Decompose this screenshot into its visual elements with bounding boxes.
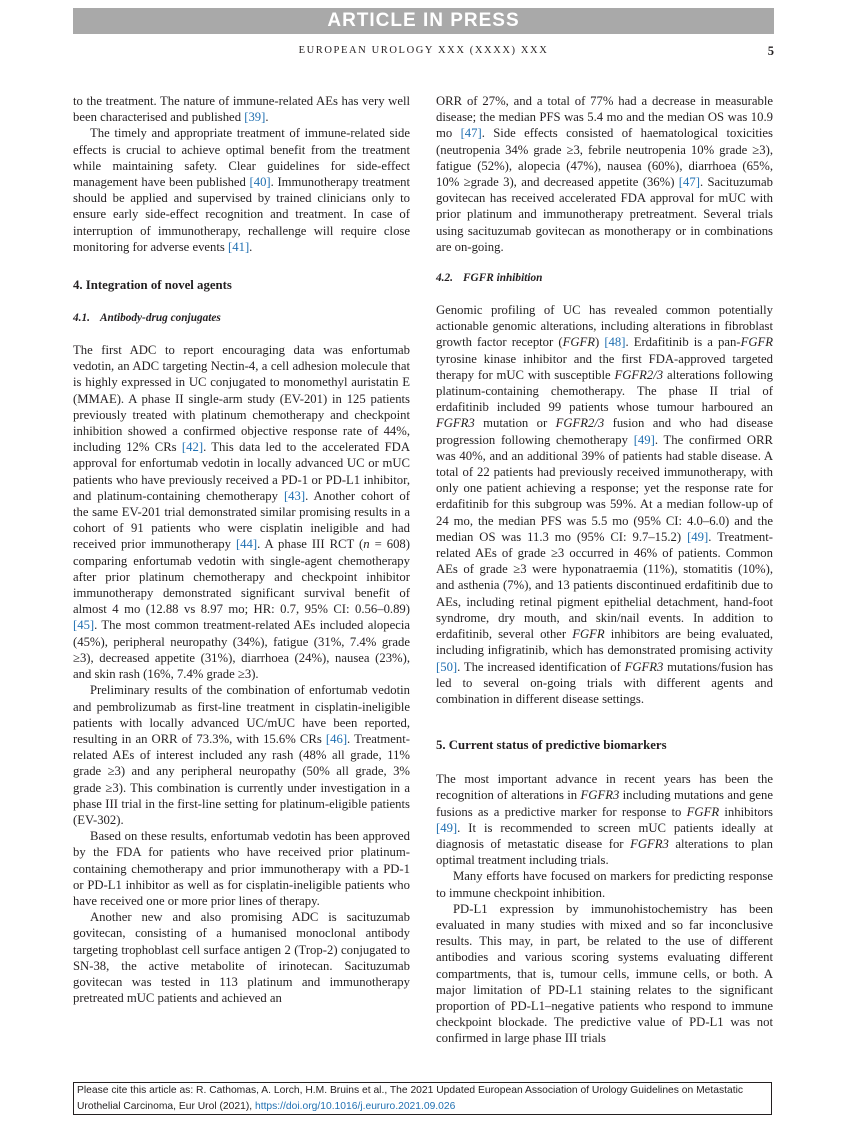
citation-link[interactable]: [49] bbox=[633, 432, 655, 447]
citation-link[interactable]: [40] bbox=[249, 175, 271, 190]
citation-link[interactable]: [46] bbox=[325, 731, 348, 746]
article-in-press-banner: ARTICLE IN PRESS bbox=[73, 8, 774, 34]
citation-link[interactable]: [45] bbox=[73, 618, 95, 633]
citation-link[interactable]: [47] bbox=[678, 175, 700, 190]
citation-text: Please cite this article as: R. Cathomas, A. Lorch, H.M. Bruins et al., The 2021 Updated European Association of Urology Guidelines on Metastatic Urothelial Carcinoma, Eur Urol (2021), bbox=[77, 1085, 744, 1112]
paragraph: The first ADC to report encouraging data was enfortumab vedotin, an ADC targeting Nectin-4, a cell adhesion molecule that is highly expressed in UC conjugated to monomethyl auristatin E (MMAE). A phase II single-arm study (EV-201) in 125 patients previously treated with platinum chemotherapy and checkpoint inhibition showed a confirmed objective response rate of 44%, including 12% CRs [42]. This data led to the accelerated FDA approval for enfortumab vedotin in locally advanced UC or mUC patients who have previously received a PD-1 or PD-L1 inhibitor, and platinum-containing chemotherapy [43]. Another cohort of the same EV-201 trial demonstrated similar promising results in a cohort of 91 patients who were cisplatin ineligible and had received prior immunotherapy [44]. A phase III RCT (n = 608) comparing enfortumab vedotin with single-agent chemotherapy after prior platinum chemotherapy and checkpoint inhibitor immunotherapy demonstrated significant survival benefit of almost 4 mo (12.88 vs 8.97 mo; HR: 0.7, 95% CI: 0.56–0.89) [45]. The most common treatment-related AEs included alopecia (45%), peripheral neuropathy (34%), fatigue (31%, 7.4% grade ≥3), decreased appetite (31%), diarrhoea (24%), nausea (23%), and skin rash (16%, 7.4% grade ≥3). bbox=[73, 343, 411, 682]
subsection-heading-4-2: 4.2. FGFR inhibition bbox=[436, 272, 543, 285]
citation-link[interactable]: [44] bbox=[235, 537, 258, 552]
paragraph: Preliminary results of the combination of enfortumab vedotin and pembrolizumab as first-line treatment in cisplatin-ineligible patients with locally advanced UC/mUC have been reported, resulting in an ORR of 73.3%, with 15.6% CRs [46]. Treatment-related AEs of interest included any rash (48% all grade, 11% grade ≥3) and any peripheral neuropathy (50% all grade, 3% grade ≥3). This combination is currently under investigation in a phase III trial in the first-line setting for platinum-eligible patients (EV-302). bbox=[73, 683, 410, 827]
section-heading-4: 4. Integration of novel agents bbox=[73, 278, 232, 293]
doi-link[interactable]: https://doi.org/10.1016/j.eururo.2021.09.026 bbox=[254, 1101, 456, 1112]
paragraph: The most important advance in recent years has been the recognition of alterations in FGFR3 including mutations and gene fusions as a predictive marker for response to FGFR inhibitors [49]. It is recommended to screen mUC patients ideally at diagnosis of metastatic disease for FGFR3 alterations to plan optimal treatment including trials. bbox=[436, 772, 773, 868]
citation-link[interactable]: [41] bbox=[228, 239, 250, 254]
paragraph: ORR of 27%, and a total of 77% had a decrease in measurable disease; the median PFS was 5.4 mo and the median OS was 10.9 mo [47]. Side effects consisted of haematological toxicities (neutropenia 34% grade ≥3, febrile neutropenia 10% grade ≥3), fatigue (52%), alopecia (47%), nausea (60%), diarrhoea (65%, 10% ≥grade 3), and decreased appetite (36%) [47]. Sacituzumab govitecan has received accelerated FDA approval for mUC with prior platinum and immunotherapy pretreatment. Several trials using sacituzumab govitecan as monotherapy or in combinations are on-going. bbox=[436, 94, 773, 254]
paragraph: The timely and appropriate treatment of immune-related side effects is crucial to achieve optimal benefit from the treatment while maintaining safety. Clear guidelines for side-effect management have been published [40]. Immunotherapy treatment should be applied and supervised by trained clinicians only to ensure early side-effect recognition and treatment. In case of interruption of immunotherapy, rechallenge will require close monitoring for adverse events [41]. bbox=[73, 126, 410, 254]
subsection-heading-4-1: 4.1. Antibody-drug conjugates bbox=[73, 312, 221, 325]
citation-link[interactable]: [49] bbox=[436, 820, 458, 835]
running-head bbox=[73, 45, 774, 61]
citation-link[interactable]: [49] bbox=[687, 529, 709, 544]
right-column bbox=[436, 93, 773, 1047]
citation-link[interactable]: [39] bbox=[244, 110, 266, 125]
citation-link[interactable]: [48] bbox=[604, 335, 626, 350]
page-number: 5 bbox=[767, 44, 774, 58]
citation-link[interactable]: [43] bbox=[283, 488, 306, 503]
paragraph: Many efforts have focused on markers for predicting response to immune checkpoint inhibition. bbox=[436, 869, 773, 900]
citation-link[interactable]: [47] bbox=[460, 126, 482, 141]
paragraph: Genomic profiling of UC has revealed common potentially actionable genomic alterations, including alterations in fibroblast growth factor receptor (FGFR) [48]. Erdafitinib is a pan-FGFR tyrosine kinase inhibitor and the first FDA-approved targeted therapy for mUC with susceptible FGFR2/3 alterations following platinum-containing chemotherapy. The phase II trial of erdafitinib included 99 patients whose tumour harboured an FGFR3 mutation or FGFR2/3 fusion and who had disease progression following chemotherapy [49]. The confirmed ORR was 40%, and an additional 39% of patients had stable disease. A total of 22 patients had previously received immunotherapy, with only one patient achieving a response; yet the response rate for erdafitinib for this subgroup was 59%. At a median follow-up of 24 mo, the median PFS was 5.5 mo (95% CI: 4.0–6.0) and the median OS was 11.3 mo (95% CI: 9.7–15.2) [49]. Treatment-related AEs of grade ≥3 occurred in 46% of patients. Common AEs of grade ≥3 were hyponatraemia (11%), stomatitis (10%), and asthenia (7%), and 13 patients discontinued erdafitinib due to AEs, including retinal pigment epithelial detachment, hand-foot syndrome, dry mouth, and skin/nail events. In addition to erdafitinib, several other FGFR inhibitors are being evaluated, including infigratinib, which has demonstrated promising activity [50]. The increased identification of FGFR3 mutations/fusion has led to several on-going trials with different agents and combination in different disease settings. bbox=[436, 303, 774, 706]
paragraph: Another new and also promising ADC is sacituzumab govitecan, consisting of a humanised monoclonal antibody targeting trophoblast cell surface antigen 2 (Trop-2) conjugated to SN-38, the active metabolite of irinotecan. Sacituzumab govitecan was tested in 113 platinum and immunotherapy pretreated mUC patients and achieved an bbox=[73, 910, 410, 1006]
journal-name: EUROPEAN UROLOGY XXX (XXXX) XXX bbox=[298, 45, 549, 56]
citation-footer bbox=[73, 1082, 772, 1115]
paragraph: to the treatment. The nature of immune-related AEs has very well been characterised and published [39]. bbox=[73, 94, 410, 125]
citation-link[interactable]: [42] bbox=[181, 440, 204, 455]
paragraph: Based on these results, enfortumab vedotin has been approved by the FDA for patients who have received prior platinum-containing chemotherapy and prior immunotherapy with a PD-1 or PD-L1 inhibitor as well as for cisplatin-ineligible patients who have received one or more prior lines of therapy. bbox=[73, 829, 410, 908]
section-heading-5: 5. Current status of predictive biomarkers bbox=[436, 738, 667, 753]
citation-link[interactable]: [50] bbox=[436, 659, 458, 674]
left-column bbox=[73, 93, 410, 1006]
paragraph: PD-L1 expression by immunohistochemistry has been evaluated in many studies with mixed and so far inconclusive results. This may, in part, be related to the use of different antibodies and various scoring systems evaluating different compartments, that is, tumour cells, immune cells, or both. A major limitation of PD-L1 staining relates to the significant proportion of PD-L1–negative patients who respond to immune checkpoint blockade. The predictive value of PD-L1 was not confirmed in large phase III trials bbox=[436, 901, 773, 1046]
